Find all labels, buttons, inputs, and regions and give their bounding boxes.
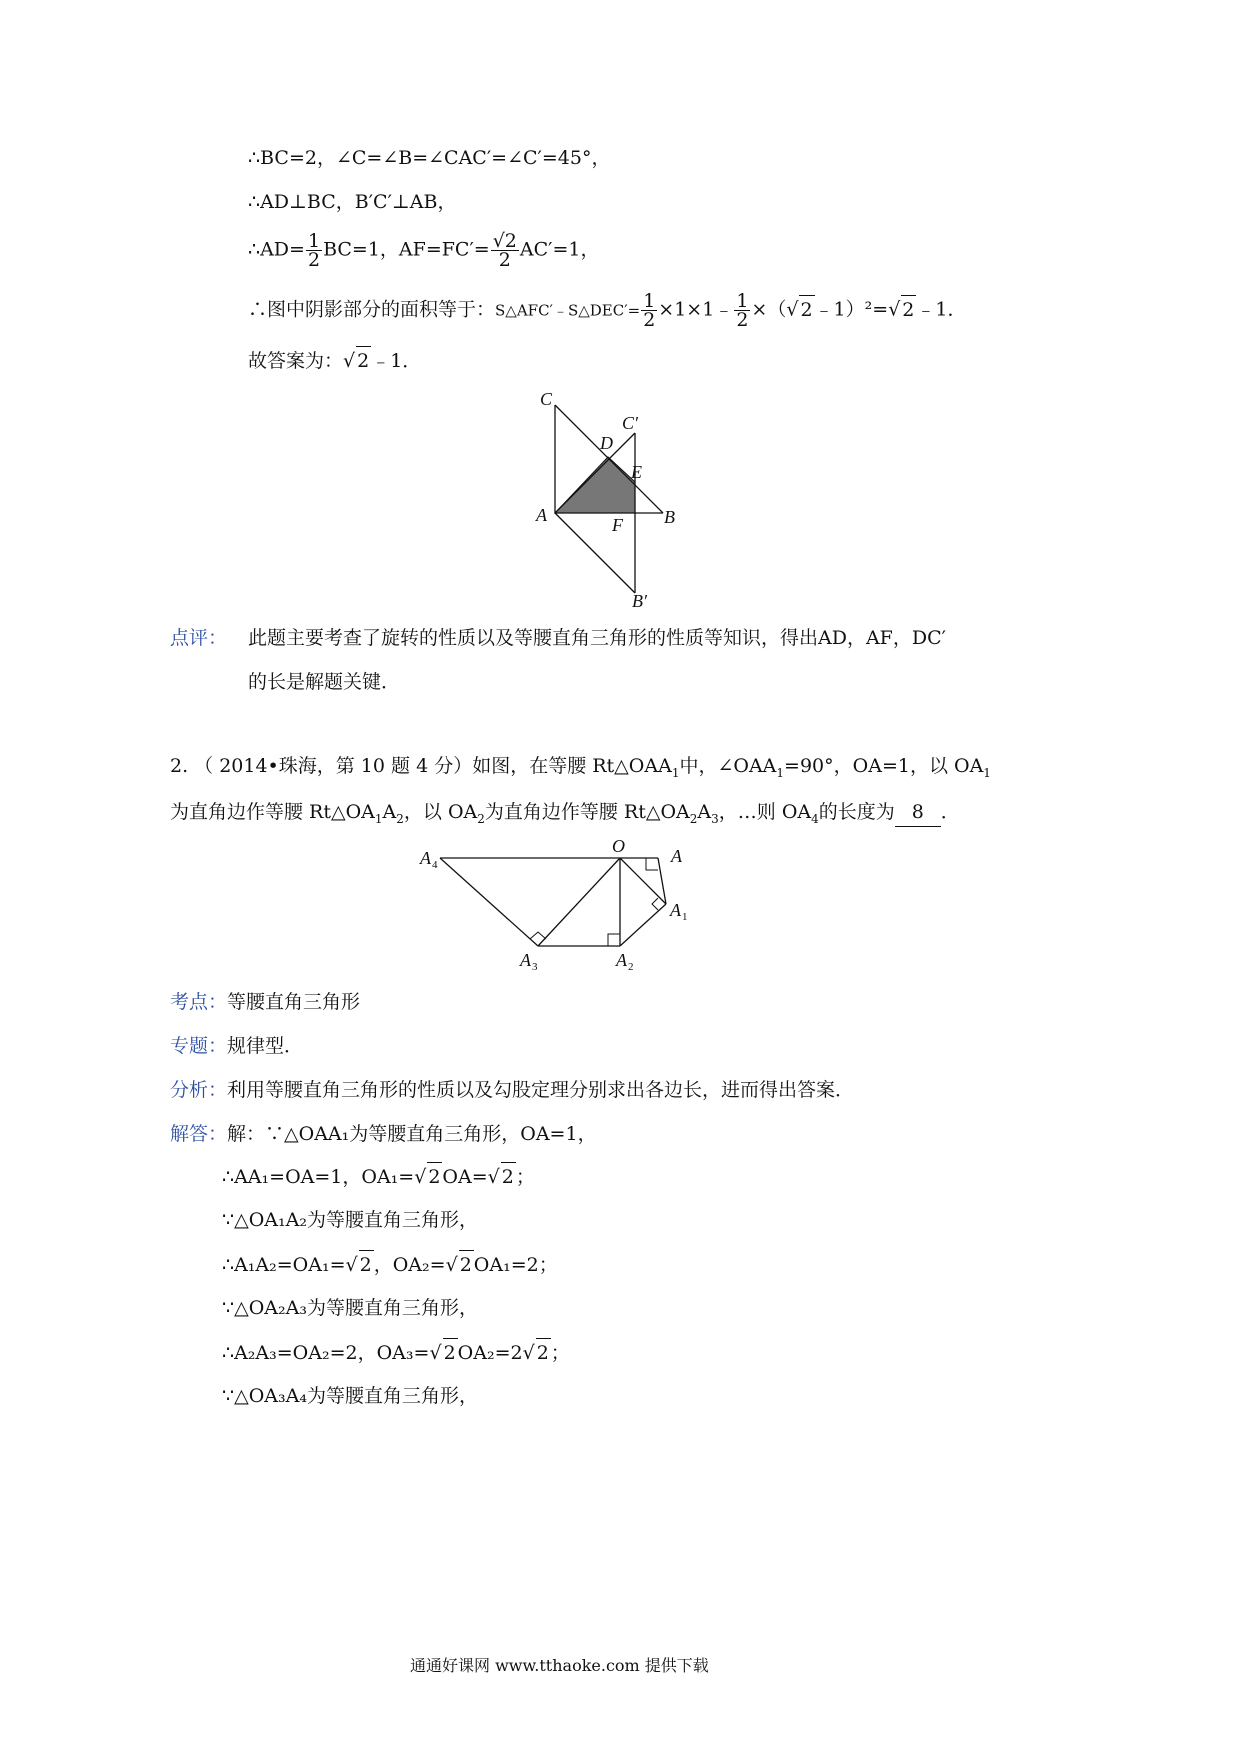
svg-text:1: 1	[682, 911, 688, 923]
jieda-line-7: ∵△OA₃A₄为等腰直角三角形，	[222, 1385, 478, 1407]
svg-text:4: 4	[432, 859, 438, 871]
label-A1: A	[670, 900, 681, 920]
jieda-line-5: ∵△OA₂A₃为等腰直角三角形，	[222, 1297, 478, 1319]
label-O: O	[612, 838, 625, 856]
solution-line-4: ∴图中阴影部分的面积等于：S△AFC′﹣S△DEC′= $\frac{1}{2}$ ×1×1﹣ $\frac{1}{2}$ ×（√ 2 ﹣1）²=√ 2 ﹣1．	[248, 290, 967, 331]
review-line-2: 的长是解题关键．	[248, 671, 401, 693]
jieda-label: 解答：	[170, 1123, 228, 1145]
kaodian-label: 考点：	[170, 991, 228, 1013]
label-C-prime: C′	[622, 413, 638, 433]
label-A: A	[536, 505, 547, 525]
shaded-region	[555, 457, 635, 513]
answer-blank: 8	[895, 798, 941, 827]
label-B-prime: B′	[632, 591, 647, 611]
label-A3: A	[520, 950, 531, 970]
fraction-half: $\frac{1}{2}$	[307, 230, 321, 271]
fenxi-line: 分析：利用等腰直角三角形的性质以及勾股定理分别求出各边长，进而得出答案．	[170, 1079, 855, 1101]
label-C: C	[540, 389, 553, 409]
fenxi-label: 分析：	[170, 1079, 228, 1101]
solution-line-3: ∴AD= $\frac{1}{2}$ BC=1，AF=FC′= $\frac{√2}{2}$ AC′=1，	[248, 230, 600, 271]
zhuanti-label: 专题：	[170, 1035, 228, 1057]
jieda-line-1: 解答：解：∵△OAA₁为等腰直角三角形，OA=1，	[170, 1123, 597, 1145]
jieda-line-4: ∴A₁A₂=OA₁=√ 2 ，OA₂=√ 2 OA₁=2；	[222, 1250, 558, 1279]
label-F: F	[612, 515, 623, 535]
label-E: E	[631, 462, 642, 482]
label-D: D	[600, 433, 613, 453]
question-2-line-1: 2. （ 2014•珠海，第 10 题 4 分）如图，在等腰 $Rt\triangle OAA_1$中，$\angle OAA_1=90^\circ$，OA=1，以 $OA_1$	[170, 755, 991, 780]
label-A4: A	[420, 848, 431, 868]
svg-text:2: 2	[628, 961, 634, 973]
question-2-line-2: 为直角边作等腰 $Rt\triangle OA_1A_2$，以 $OA_2$为直角边作等腰 $Rt\triangle OA_2A_3$，…则 $OA_4$的长度为 8 ．	[170, 798, 960, 833]
review-label: 点评：	[170, 627, 228, 649]
review-line-1: 点评： 此题主要考查了旋转的性质以及等腰直角三角形的性质等知识，得出AD，AF，DC′	[170, 624, 946, 652]
solution-line-5: 故答案为：√ 2 ﹣1．	[248, 346, 421, 375]
rotation-triangle-figure	[530, 385, 710, 615]
label-A2: A	[616, 950, 627, 970]
kaodian-line: 考点：等腰直角三角形	[170, 991, 361, 1013]
zhuanti-line: 专题：规律型．	[170, 1035, 304, 1057]
label-A: A	[671, 846, 682, 866]
page-footer: 通通好课网 www.tthaoke.com 提供下载	[410, 1656, 709, 1675]
fraction-sqrt2-over-2: $\frac{√2}{2}$	[492, 230, 517, 271]
solution-line-2: ∴AD⊥BC，B′C′⊥AB，	[248, 191, 457, 213]
svg-text:3: 3	[532, 961, 538, 973]
jieda-line-3: ∵△OA₁A₂为等腰直角三角形，	[222, 1209, 478, 1231]
label-B: B	[664, 507, 675, 527]
solution-line-1: ∴BC=2，∠C=∠B=∠CAC′=∠C′=45°，	[248, 147, 611, 169]
jieda-line-6: ∴A₂A₃=OA₂=2，OA₃=√ 2 OA₂=2√ 2 ；	[222, 1338, 570, 1367]
isosceles-right-triangles-figure	[418, 838, 718, 973]
jieda-line-2: ∴AA₁=OA=1，OA₁=√ 2 OA=√ 2 ；	[222, 1162, 535, 1191]
